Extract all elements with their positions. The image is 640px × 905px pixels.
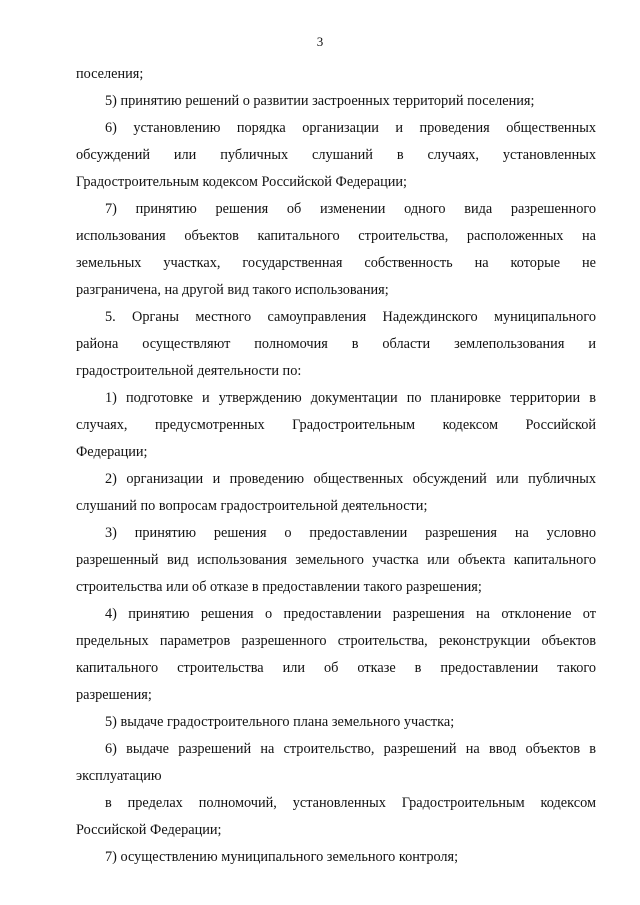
text-line: 7) принятию решения об изменении одного вида разрешенного — [105, 201, 596, 217]
text-line: 2) организации и проведению общественных обсуждений или публичных — [105, 471, 596, 487]
text-line: поселения; — [76, 66, 144, 82]
text-line: разграничена, на другой вид такого использования; — [76, 282, 389, 298]
text-line: разрешенный вид использования земельного участка или объекта капитального — [76, 552, 596, 568]
text-line: 5) принятию решений о развитии застроенных территорий поселения; — [105, 93, 535, 109]
text-line: Федерации; — [76, 444, 148, 460]
text-line: 4) принятию решения о предоставлении разрешения на отклонение от — [105, 606, 596, 622]
text-line: Градостроительным кодексом Российской Федерации; — [76, 174, 408, 190]
text-line: в пределах полномочий, установленных Градостроительным кодексом — [105, 795, 596, 811]
text-line: обсуждений или публичных слушаний в случаях, установленных — [76, 147, 596, 163]
text-line: строительства или об отказе в предоставлении такого разрешения; — [76, 579, 482, 595]
text-line: 3) принятию решения о предоставлении разрешения на условно — [105, 525, 596, 541]
text-line: 1) подготовке и утверждению документации по планировке территории в — [105, 390, 596, 406]
page-number: 3 — [316, 34, 324, 49]
text-line: 6) выдаче разрешений на строительство, разрешений на ввод объектов в — [105, 741, 596, 757]
text-line: 7) осуществлению муниципального земельного контроля; — [105, 849, 459, 865]
text-line: Российской Федерации; — [76, 822, 222, 838]
text-line: 5. Органы местного самоуправления Надеждинского муниципального — [105, 309, 596, 325]
document-body — [76, 61, 596, 871]
text-line: случаях, предусмотренных Градостроительным кодексом Российской — [76, 417, 596, 433]
text-line: капитального строительства или об отказе в предоставлении такого — [76, 660, 596, 676]
text-line: эксплуатацию — [76, 768, 162, 784]
text-line: слушаний по вопросам градостроительной деятельности; — [76, 498, 428, 514]
text-line: градостроительной деятельности по: — [76, 363, 302, 379]
text-line: разрешения; — [76, 687, 152, 703]
text-line: 6) установлению порядка организации и проведения общественных — [105, 120, 596, 136]
text-line: района осуществляют полномочия в области землепользования и — [76, 336, 596, 352]
text-line: предельных параметров разрешенного строительства, реконструкции объектов — [76, 633, 596, 649]
text-line: 5) выдаче градостроительного плана земельного участка; — [105, 714, 455, 730]
text-line: земельных участках, государственная собственность на которые не — [76, 255, 596, 271]
text-line: использования объектов капитального строительства, расположенных на — [76, 228, 596, 244]
